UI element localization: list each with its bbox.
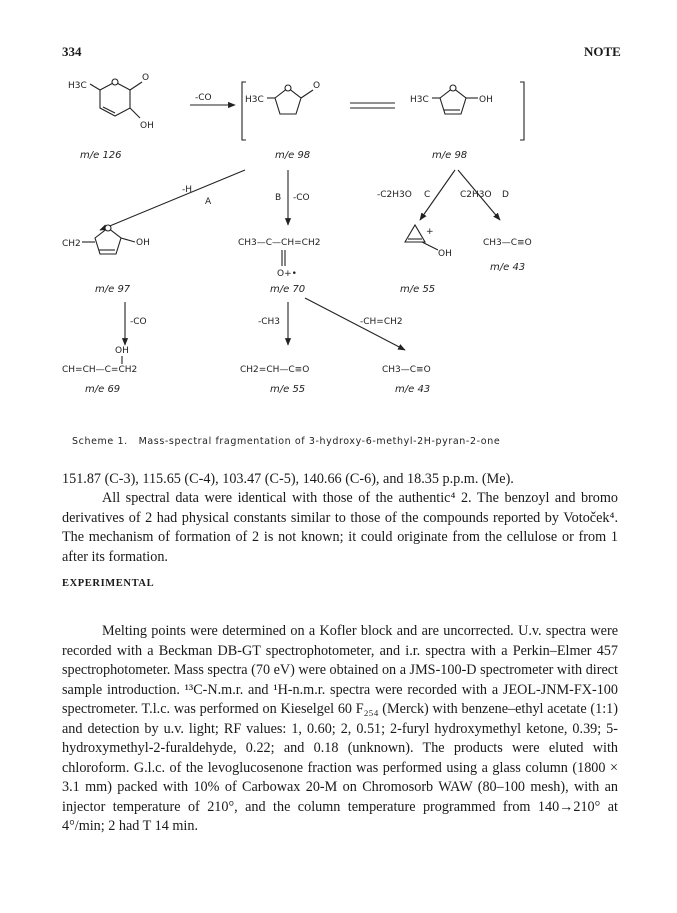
oh-label-4: OH	[136, 238, 150, 248]
oh-label-1: OH	[140, 121, 154, 131]
loss-co-b: -CO	[293, 193, 310, 203]
mz-126: m/e 126	[80, 150, 122, 161]
route-b: B	[275, 193, 282, 203]
allene-69: CH=CH—C=CH2	[62, 365, 138, 375]
mz-55-b: m/e 55	[270, 384, 306, 395]
svg-text:+: +	[426, 227, 434, 237]
oh-label-6: OH	[438, 249, 452, 259]
acylium-55: CH2=CH—C≡O	[240, 365, 310, 375]
mz-69: m/e 69	[85, 384, 121, 395]
mz-97: m/e 97	[95, 284, 131, 295]
methyl-vinyl-ketone-ion: CH3—C—CH=CH2	[238, 238, 321, 248]
route-a: A	[205, 197, 212, 207]
fragmentation-scheme	[60, 70, 630, 430]
loss-vinyl: -CH=CH2	[360, 317, 403, 327]
svg-text:O: O	[313, 81, 321, 91]
loss-ch3: -CH3	[258, 317, 281, 327]
paragraph-nmr-values: 151.87 (C-3), 115.65 (C-4), 103.47 (C-5), 140.66 (C-6), and 18.35 p.p.m. (Me).	[62, 471, 514, 487]
mz-98-b: m/e 98	[432, 150, 468, 161]
oh-label-69: OH	[115, 346, 129, 356]
loss-c2h3o-d: C2H3O	[460, 190, 492, 200]
mz-43-a: m/e 43	[490, 262, 526, 273]
ch2-label-4: CH2	[62, 239, 81, 249]
page-number: 334	[62, 44, 82, 59]
acylium-43-a: CH3—C≡O	[483, 238, 532, 248]
furanone-structure	[245, 81, 320, 114]
section-title-experimental: EXPERIMENTAL	[62, 578, 155, 589]
loss-co-left: -CO	[130, 317, 147, 327]
loss-h: -H	[182, 185, 193, 195]
oh-label-3: OH	[479, 95, 493, 105]
route-d: D	[502, 190, 509, 200]
svg-text:O: O	[142, 73, 150, 83]
h3c-label-2: H3C	[245, 95, 264, 105]
loss-c2h3o-c: -C2H3O	[377, 190, 412, 200]
cyclopropenyl-structure	[405, 225, 452, 259]
pyranone-structure	[68, 73, 154, 131]
acylium-43-b: CH3—C≡O	[382, 365, 431, 375]
running-head: NOTE	[584, 44, 621, 59]
loss-co-top: -CO	[195, 93, 212, 103]
mz-55-a: m/e 55	[400, 284, 436, 295]
oxonium-radical: O+•	[277, 269, 297, 279]
hydroxyfuran-structure	[410, 85, 493, 114]
mz-98-a: m/e 98	[275, 150, 311, 161]
scheme-caption-prefix: Scheme 1.	[72, 436, 128, 447]
furylmethyl-cation-structure	[62, 225, 150, 254]
h3c-label-1: H3C	[68, 81, 87, 91]
scheme-caption-text: Mass-spectral fragmentation of 3-hydroxy-6-methyl-2H-pyran-2-one	[138, 436, 501, 447]
scheme-caption	[72, 436, 500, 447]
route-c: C	[424, 190, 431, 200]
paragraph-spectral-data: All spectral data were identical with those of the authentic⁴ 2. The benzoyl and bromo derivatives of 2 had physical constants similar to those of the compounds reported by Votoček⁴. The mechanism of formation of 2 is not known; it could originate from the cellulose or from 1 after its formation.	[62, 490, 618, 565]
h3c-label-3: H3C	[410, 95, 429, 105]
mz-70: m/e 70	[270, 284, 306, 295]
paragraph-experimental: Melting points were determined on a Kofler block and are uncorrected. U.v. spectra were recorded with a Beckman DB-GT spectrophotometer, and i.r. spectra with a Perkin–Elmer 457 spectrophotometer. Mass spectra (70 eV) were obtained on a JMS-100-D spectrometer with direct sample introduction. ¹³C-N.m.r. and ¹H-n.m.r. spectra were recorded with a JEOL-JNM-FX-100 spectrometer. T.l.c. was performed on Kieselgel 60 F₂₅₄ (Merck) with benzene–ethyl acetate (1:1) and detection by u.v. light; RF values: 1, 0.60; 2, 0.51; 2-furyl hydroxymethyl ketone, 0.39; 5-hydroxymethyl-2-furaldehyde, 0.22; and 0.18 (unknown). The products were eluted with chloroform. G.l.c. of the levoglucosenone fraction was performed using a glass column (1800 × 3.1 mm) packed with 10% of Carbowax 20-M on Chromosorb WAW (80–100 mesh), with an injector temperature of 210°, and the column temperature programmed from 140→210° at 4°/min; 2 had T 14 min.	[62, 623, 618, 834]
mz-43-b: m/e 43	[395, 384, 431, 395]
